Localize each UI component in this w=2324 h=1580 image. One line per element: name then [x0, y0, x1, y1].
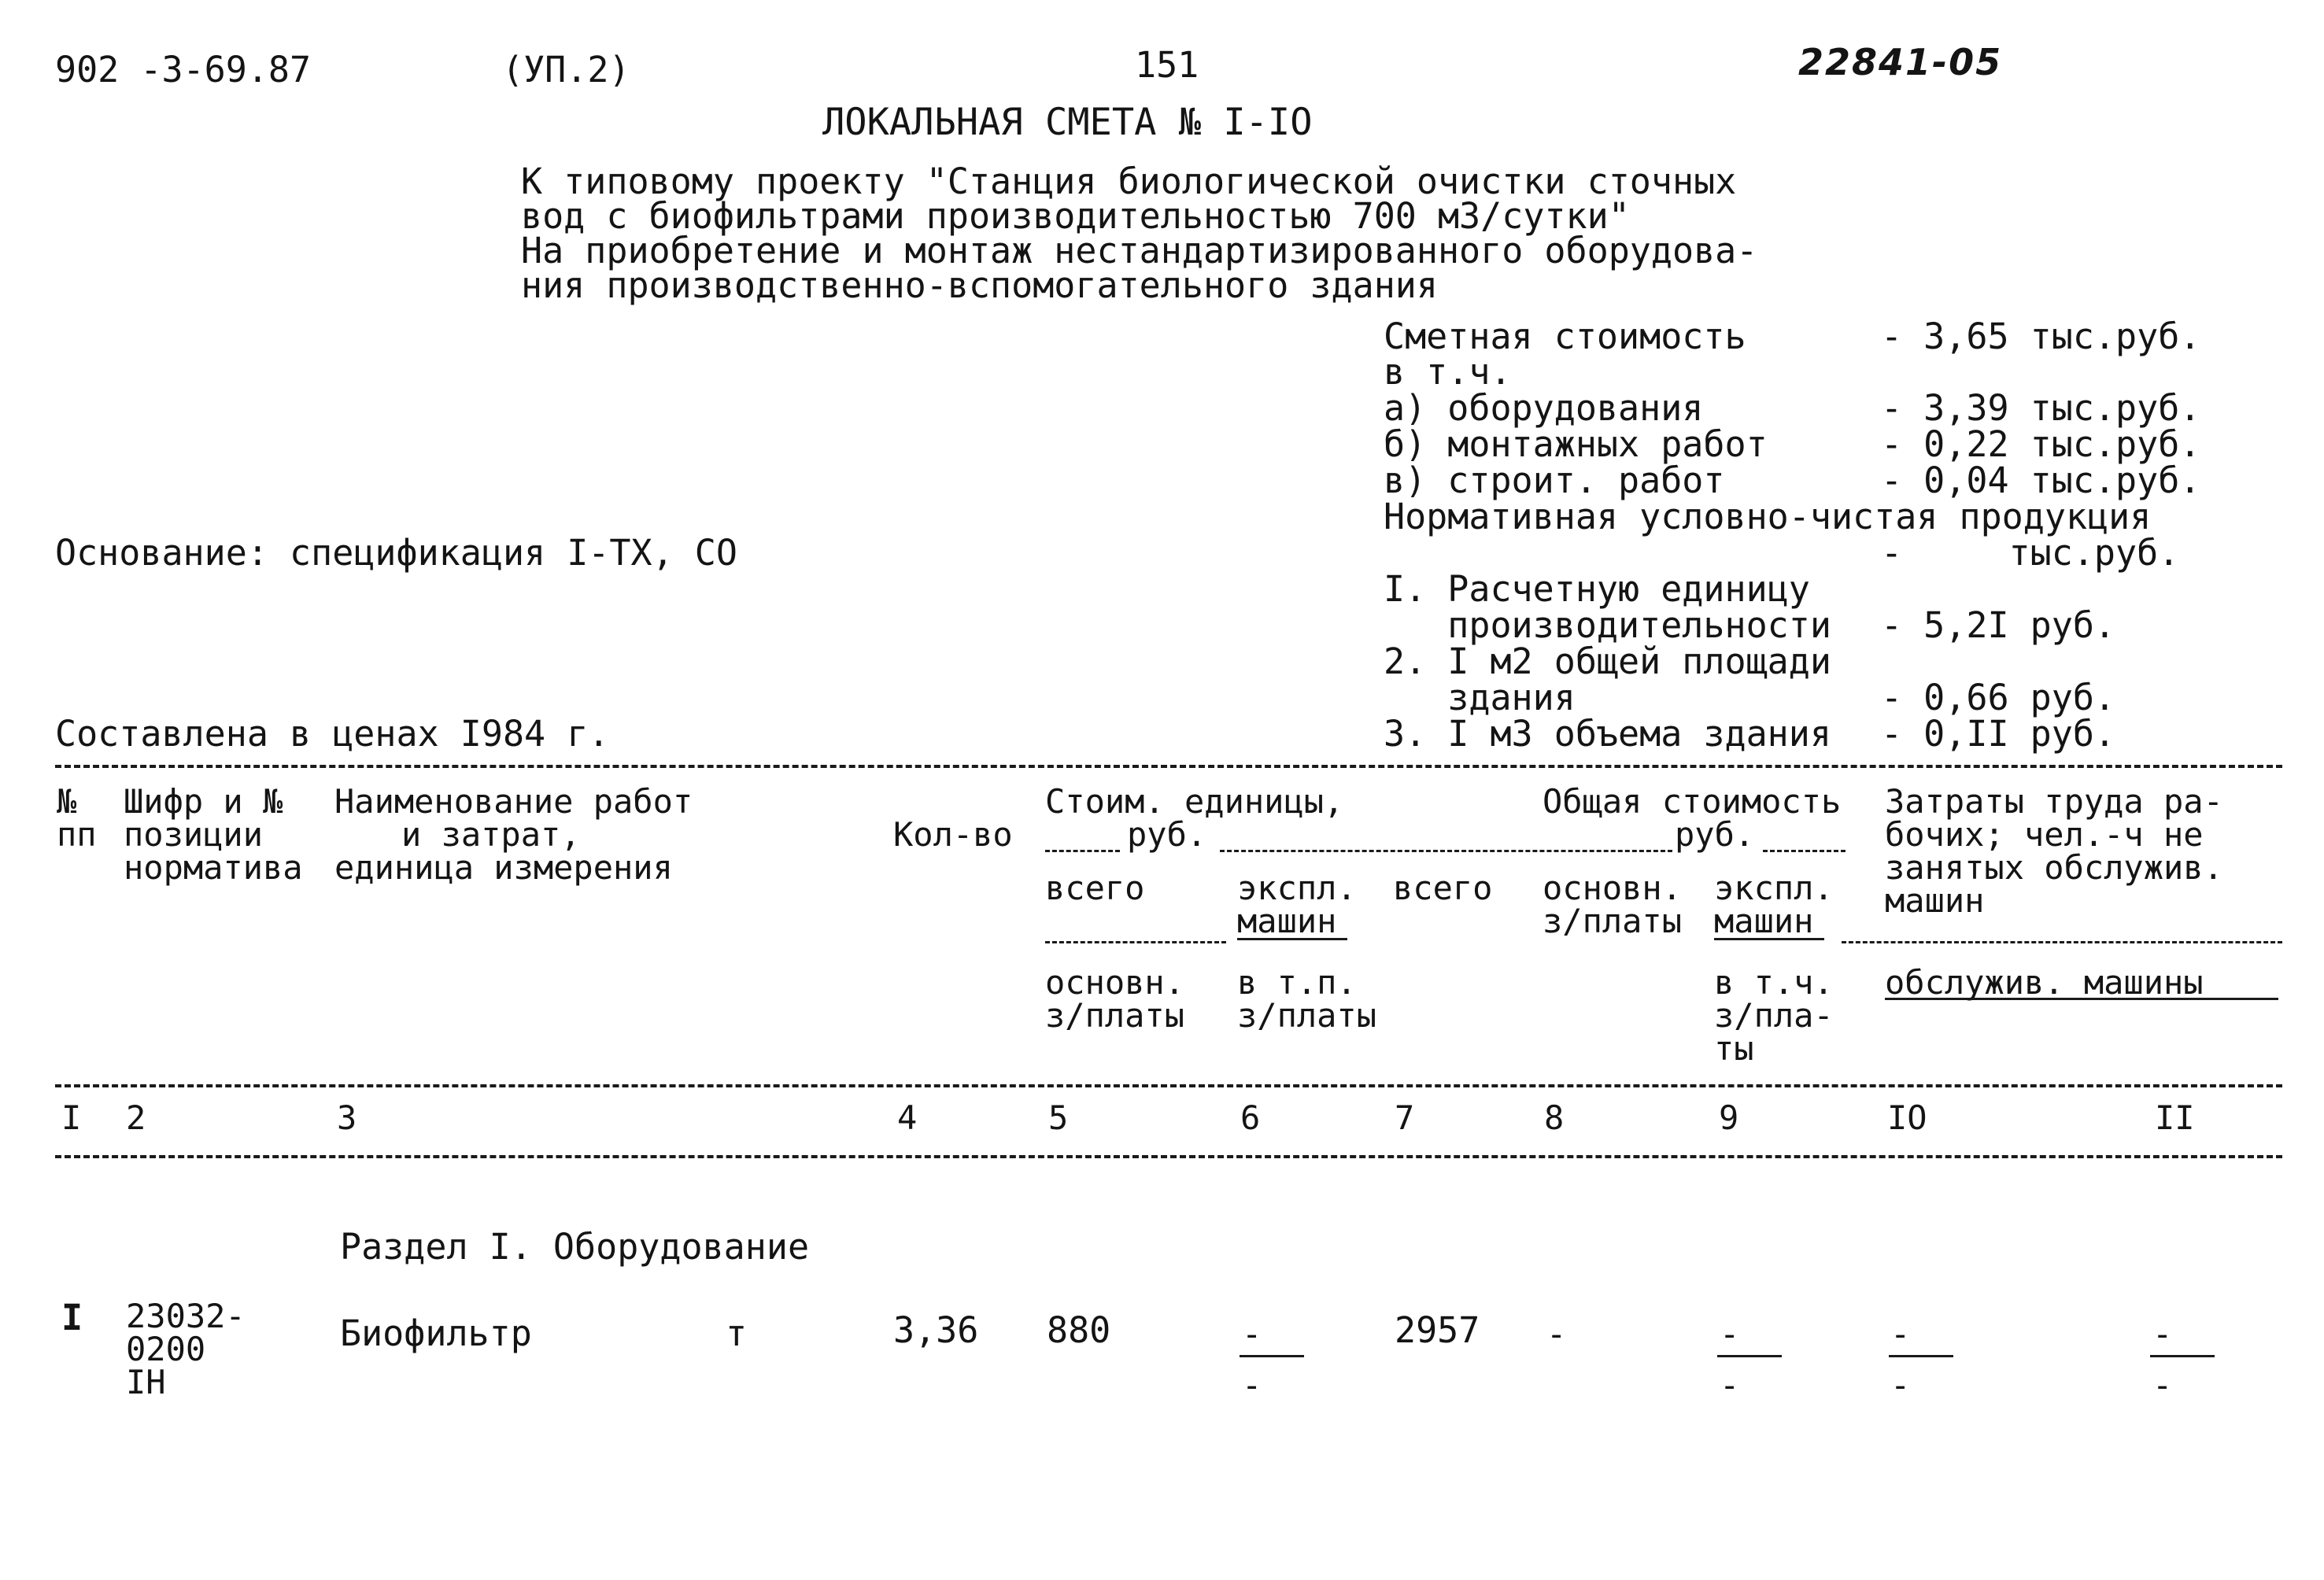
header-unit-expl-a: экспл. — [1237, 869, 1357, 907]
header-total-expl-b: машин — [1714, 902, 1814, 940]
album-label: (УП.2) — [502, 49, 630, 90]
column-number-7: 7 — [1395, 1098, 1415, 1137]
header-labor-d: машин — [1885, 881, 1985, 920]
row-pp: I — [61, 1297, 83, 1338]
equipment-cost-value: - 3,39 тыс.руб. — [1881, 387, 2201, 429]
row-labor-workers: - — [1890, 1315, 1911, 1353]
header-total-expl-a: экспл. — [1714, 869, 1834, 907]
total-cost-rule-right — [1763, 850, 1846, 852]
net-product-value: - тыс.руб. — [1881, 532, 2180, 574]
description-line-3: На приобретение и монтаж нестандартизированного оборудова- — [521, 230, 1758, 271]
header-unit-vtp-b: з/платы — [1237, 996, 1377, 1035]
cost-rule-middle — [1220, 850, 1672, 852]
installation-cost-label: б) монтажных работ — [1384, 423, 1768, 465]
page-number: 151 — [1135, 44, 1199, 86]
expl-machines-underline-1 — [1237, 938, 1347, 940]
equipment-cost-label: а) оборудования — [1384, 387, 1704, 429]
header-pp-b: пп — [57, 815, 97, 854]
unit3-value: - 0,II руб. — [1881, 713, 2116, 755]
including-label: в т.ч. — [1384, 351, 1512, 393]
header-total-cost-b: руб. — [1675, 815, 1755, 854]
row-total: 2957 — [1395, 1309, 1480, 1351]
header-labor-c: занятых обслужив. — [1885, 848, 2223, 887]
row-quantity: 3,36 — [893, 1309, 979, 1351]
column-number-2: 2 — [126, 1098, 146, 1137]
prices-year-line: Составлена в ценах I984 г. — [55, 713, 610, 755]
net-product-label: Нормативная условно-чистая продукция — [1384, 496, 2152, 537]
column-number-9: 9 — [1719, 1098, 1739, 1137]
description-line-1: К типовому проекту "Станция биологической очистки сточных — [521, 161, 1737, 202]
column-number-1: I — [61, 1098, 82, 1137]
unit2-label-a: 2. I м2 общей площади — [1384, 640, 1831, 682]
header-unit-cost-a: Стоим. единицы, — [1045, 782, 1344, 821]
unit3-label: 3. I м3 объема здания — [1384, 713, 1831, 755]
section-title: Раздел I. Оборудование — [340, 1226, 810, 1268]
header-name-a: Наименование работ — [334, 782, 693, 821]
inventory-number: 22841-05 — [1798, 41, 2003, 83]
header-labor-a: Затраты труда ра- — [1885, 782, 2223, 821]
header-total: всего — [1393, 869, 1493, 907]
header-name-b: и затрат, — [401, 815, 581, 854]
row-labor-machines: - — [2152, 1315, 2173, 1353]
header-code-a: Шифр и № — [124, 782, 283, 821]
header-unit-total: всего — [1045, 869, 1145, 907]
installation-cost-value: - 0,22 тыс.руб. — [1881, 423, 2201, 465]
service-machines-underline — [1885, 998, 2278, 1000]
unit1-label-a: I. Расчетную единицу — [1384, 568, 1810, 610]
row-code-c: IH — [126, 1363, 166, 1401]
page-title: ЛОКАЛЬНАЯ СМЕТА № I-IO — [822, 101, 1313, 144]
column-number-4: 4 — [897, 1098, 918, 1137]
header-unit-vtp-a: в т.п. — [1237, 963, 1357, 1002]
row-code-b: 0200 — [126, 1330, 206, 1368]
row-total-expl: - — [1720, 1315, 1740, 1353]
header-code-c: норматива — [124, 848, 303, 887]
header-unit-osn-a: основн. — [1045, 963, 1185, 1002]
header-total-osn-b: з/платы — [1543, 902, 1683, 940]
header-unit-osn-b: з/платы — [1045, 996, 1185, 1035]
column-number-10: IO — [1887, 1098, 1927, 1137]
row-labor-workers-underline — [1889, 1355, 1953, 1357]
row-labor-machines-underline — [2150, 1355, 2215, 1357]
unit1-label-b: производительности — [1384, 604, 1831, 646]
table-top-rule — [55, 765, 2282, 768]
header-code-b: позиции — [124, 815, 264, 854]
unit2-label-b: здания — [1384, 677, 1576, 718]
header-name-c: единица измерения — [334, 848, 673, 887]
column-numbers-rule — [55, 1155, 2282, 1158]
header-total-vtch-a: в т.ч. — [1714, 963, 1834, 1002]
header-labor-b: бочих; чел.-ч не — [1885, 815, 2204, 854]
header-unit-expl-b: машин — [1237, 902, 1337, 940]
construction-cost-label: в) строит. работ — [1384, 460, 1725, 501]
header-bottom-rule — [55, 1084, 2282, 1087]
subheader-rule-1 — [1045, 941, 1226, 943]
header-total-vtch-c: ты — [1714, 1029, 1754, 1068]
column-number-6: 6 — [1240, 1098, 1261, 1137]
column-number-3: 3 — [337, 1098, 357, 1137]
row-total-osn: - — [1546, 1315, 1567, 1353]
column-number-8: 8 — [1544, 1098, 1565, 1137]
header-qty: Кол-во — [893, 815, 1013, 854]
header-total-osn-a: основн. — [1543, 869, 1683, 907]
header-pp-a: № — [57, 782, 77, 821]
row-name: Биофильтр — [340, 1312, 532, 1354]
unit1-value: - 5,2I руб. — [1881, 604, 2116, 646]
row-total-expl-underline — [1717, 1355, 1782, 1357]
header-unit-cost-b: руб. — [1127, 815, 1207, 854]
row-unit-expl-underline — [1240, 1355, 1304, 1357]
description-line-2: вод с биофильтрами производительностью 700 м3/сутки" — [521, 195, 1630, 237]
estimate-cost-value: - 3,65 тыс.руб. — [1881, 316, 2201, 357]
estimate-cost-label: Сметная стоимость — [1384, 316, 1746, 357]
row-unit-expl-sub: - — [1242, 1366, 1262, 1405]
row-labor-machines-sub: - — [2152, 1366, 2173, 1405]
row-labor-workers-sub: - — [1890, 1366, 1911, 1405]
document-code: 902 -3-69.87 — [55, 49, 312, 90]
expl-machines-underline-2 — [1714, 938, 1824, 940]
basis-line: Основание: спецификация I-ТХ, СО — [55, 532, 737, 574]
row-unit: т — [726, 1312, 748, 1354]
description-line-4: ния производственно-вспомогательного здания — [521, 264, 1438, 306]
header-service-machines: обслужив. машины — [1885, 963, 2204, 1002]
row-unit-total: 880 — [1047, 1309, 1111, 1351]
construction-cost-value: - 0,04 тыс.руб. — [1881, 460, 2201, 501]
subheader-rule-2 — [1842, 941, 2282, 943]
header-total-vtch-b: з/пла- — [1714, 996, 1834, 1035]
unit-cost-rule-left — [1045, 850, 1120, 852]
column-number-5: 5 — [1048, 1098, 1069, 1137]
row-code-a: 23032- — [126, 1297, 246, 1335]
column-number-11: II — [2155, 1098, 2195, 1137]
row-unit-expl: - — [1242, 1315, 1262, 1353]
unit2-value: - 0,66 руб. — [1881, 677, 2116, 718]
header-total-cost-a: Общая стоимость — [1543, 782, 1842, 821]
row-total-expl-sub: - — [1720, 1366, 1740, 1405]
